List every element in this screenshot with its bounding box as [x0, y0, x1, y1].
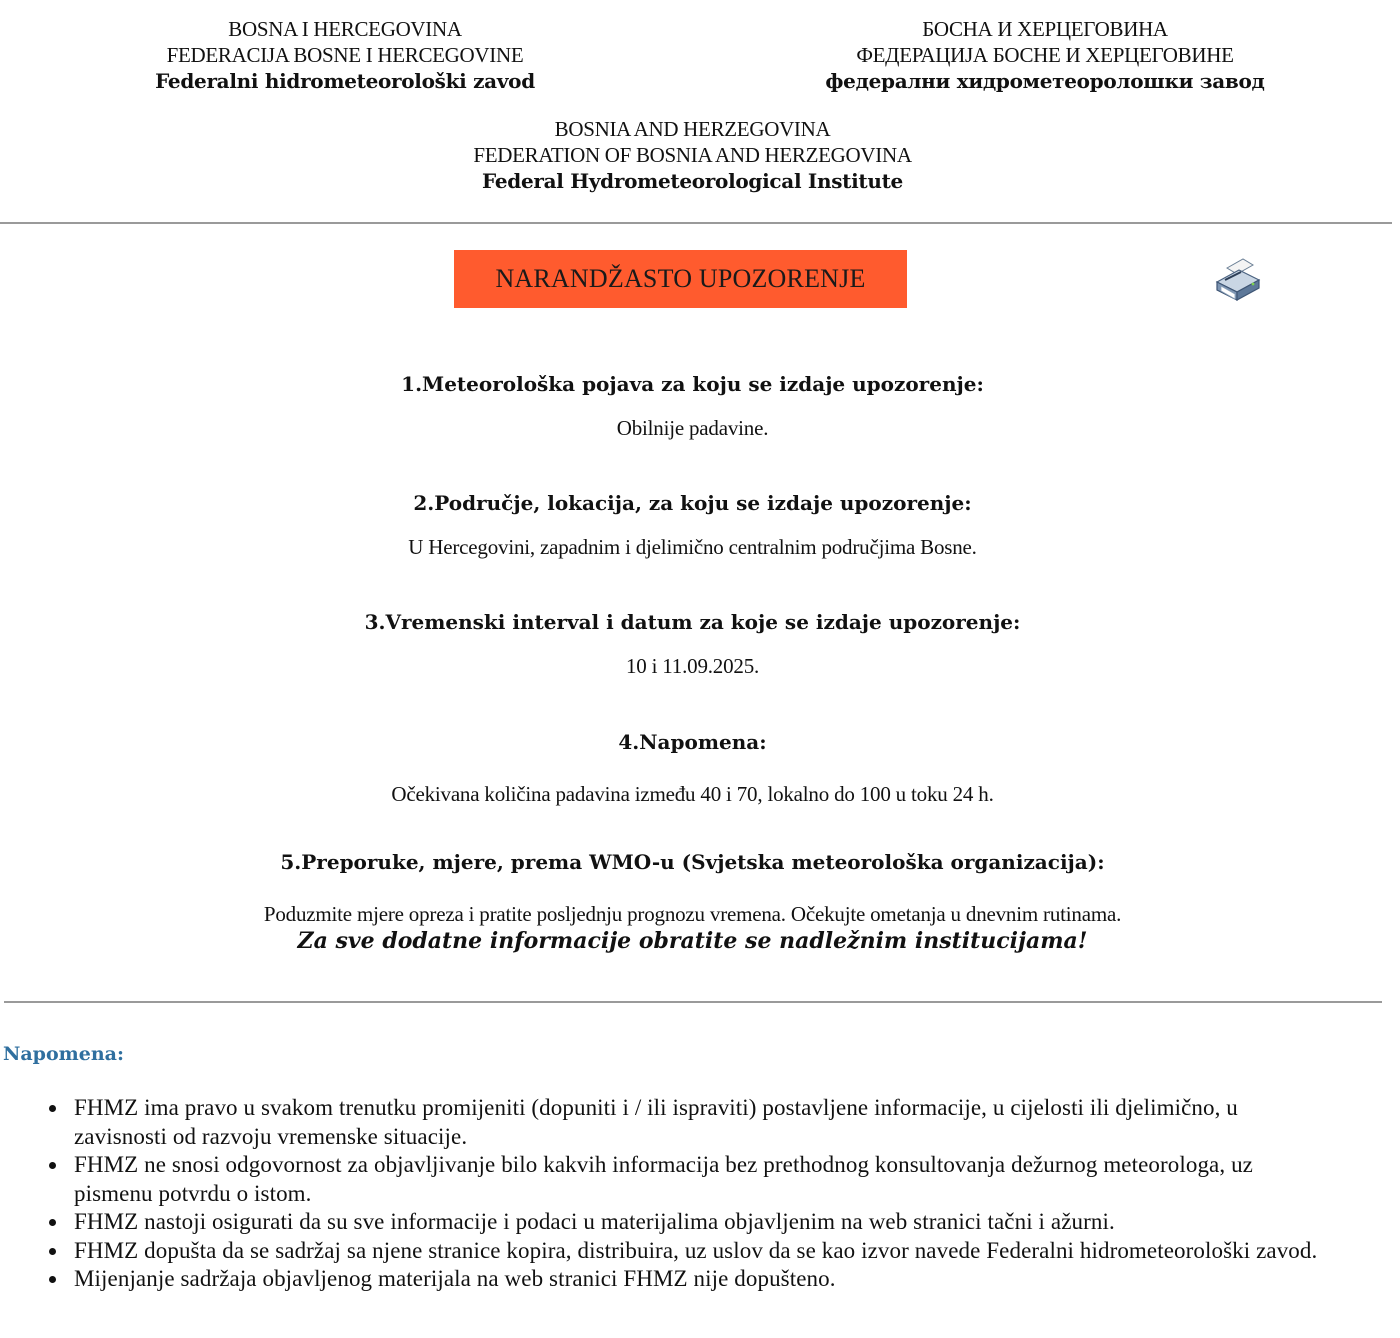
section-remark — [100, 729, 1285, 807]
section-heading: 4.Napomena: — [618, 730, 767, 754]
section-value: Obilnije padavine. — [616, 416, 769, 440]
header-institute-english: Federal Hydrometeorological Institute — [482, 169, 903, 193]
warning-level-banner: NARANDŽASTO UPOZORENJE — [454, 250, 907, 308]
section-value: Očekivana količina padavina između 40 i 70, lokalno do 100 u toku 24 h. — [391, 782, 994, 806]
printer-icon[interactable] — [1213, 256, 1263, 302]
header-right-cyrillic — [810, 16, 1280, 94]
section-phenomenon — [100, 371, 1285, 441]
section-heading: 5.Preporuke, mjere, prema WMO-u (Svjetska meteorološka organizacija): — [280, 850, 1105, 874]
notes-list — [74, 1094, 1334, 1294]
section-area — [100, 490, 1285, 560]
top-divider — [0, 222, 1392, 224]
list-item: FHMZ ne snosi odgovornost za objavljivanje bilo kakvih informacija bez prethodnog konsultovanja dežurnog meteorologa, uz pismenu potvrdu o istom. — [74, 1151, 1334, 1208]
section-heading: 1.Meteorološka pojava za koju se izdaje upozorenje: — [401, 372, 984, 396]
closing-notice: Za sve dodatne informacije obratite se nadležnim institucijama! — [297, 928, 1088, 954]
header-country-english: BOSNIA AND HERZEGOVINA — [554, 117, 831, 141]
list-item: Mijenjanje sadržaja objavljenog materijala na web stranici FHMZ nije dopušteno. — [74, 1265, 1334, 1294]
section-heading: 3.Vremenski interval i datum za koje se izdaje upozorenje: — [364, 610, 1021, 634]
header-federation-cyrillic: ФЕДЕРАЦИЈА БОСНЕ И ХЕРЦЕГОВИНЕ — [856, 43, 1234, 67]
header-country-cyrillic: БОСНА И ХЕРЦЕГОВИНА — [922, 17, 1168, 41]
header-center-english — [400, 116, 985, 194]
header-left-latin — [140, 16, 550, 94]
bottom-divider — [4, 1001, 1382, 1003]
section-recommendations — [100, 849, 1285, 955]
list-item: FHMZ dopušta da se sadržaj sa njene stranice kopira, distribuira, uz uslov da se kao izvor navede Federalni hidrometeorološki zavod. — [74, 1237, 1334, 1266]
header-institute-cyrillic: федерални хидрометеоролошки завод — [825, 69, 1265, 93]
header-federation-latin: FEDERACIJA BOSNE I HERCEGOVINE — [166, 43, 524, 67]
header-institute-latin: Federalni hidrometeorološki zavod — [155, 69, 535, 93]
section-value: 10 i 11.09.2025. — [625, 654, 760, 678]
list-item: FHMZ ima pravo u svakom trenutku promijeniti (dopuniti i / ili ispraviti) postavljene informacije, u cijelosti ili djelimično, u zavisnosti od razvoju vremenske situacije. — [74, 1094, 1334, 1151]
print-button[interactable] — [1213, 256, 1263, 302]
section-value: U Hercegovini, zapadnim i djelimično centralnim područjima Bosne. — [408, 535, 977, 559]
section-value: Poduzmite mjere opreza i pratite posljednju prognozu vremena. Očekujte ometanja u dnevnim rutinama. — [263, 902, 1122, 926]
section-heading: 2.Područje, lokacija, za koju se izdaje upozorenje: — [413, 491, 972, 515]
list-item: FHMZ nastoji osigurati da su sve informacije i podaci u materijalima objavljenim na web stranici tačni i ažurni. — [74, 1208, 1334, 1237]
section-time-interval — [100, 609, 1285, 679]
header-federation-english: FEDERATION OF BOSNIA AND HERZEGOVINA — [473, 143, 912, 167]
header-country-latin: BOSNA I HERCEGOVINA — [228, 17, 462, 41]
notes-heading: Napomena: — [3, 1043, 124, 1065]
